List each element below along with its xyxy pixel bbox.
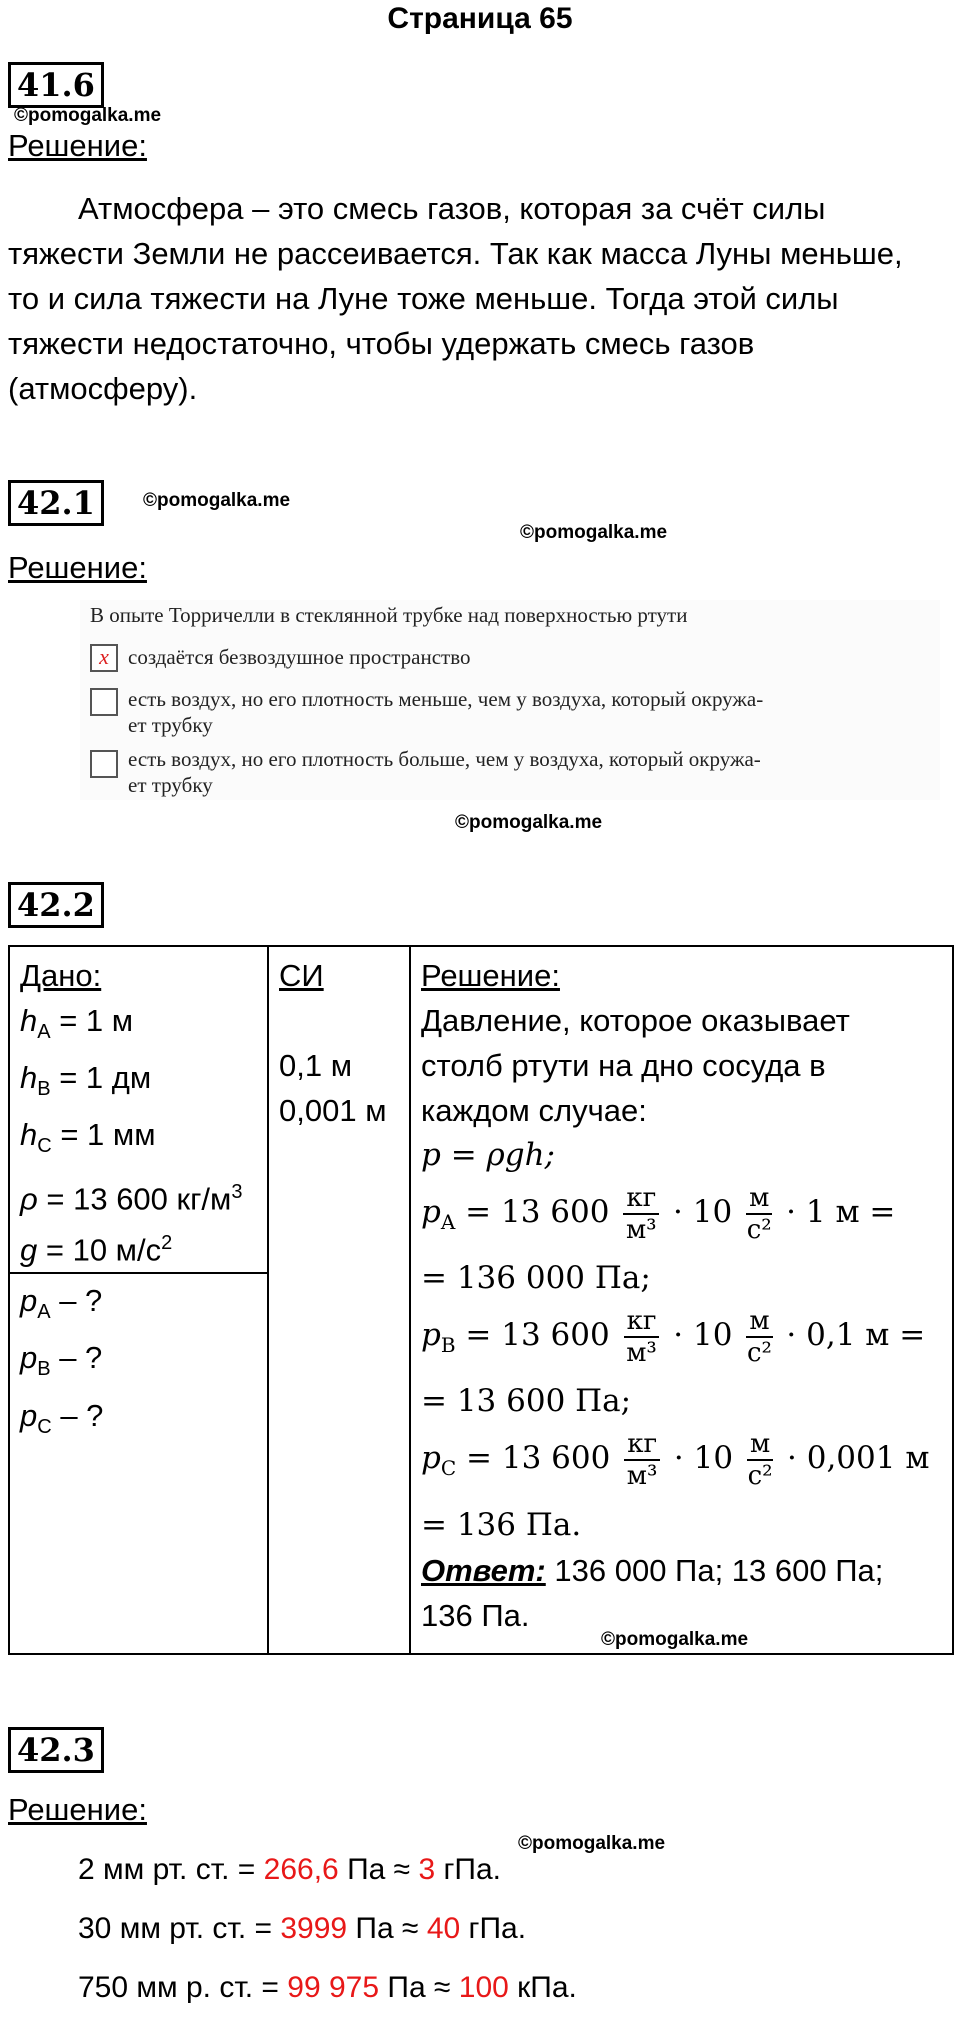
- calc-result-c: = 136 Па.: [421, 1506, 582, 1543]
- find-row: $p_A$ – ?: [20, 1283, 103, 1324]
- si-row: 0,001 м: [279, 1093, 387, 1128]
- si-row: 0,1 м: [279, 1048, 353, 1083]
- calc-line-a: $p_A = 13$ 600 $\frac{кг}{\text{м³}}$ · 10 $\frac{м}{\text{с²}}$ · 1 м =: [421, 1182, 896, 1245]
- text-line: тяжести недостаточно, чтобы удержать смесь газов: [8, 326, 755, 361]
- watermark: ©pomogalka.me: [143, 490, 291, 511]
- text-line: Атмосфера – это смесь газов, которая за счёт силы: [78, 191, 826, 226]
- solution-line: каждом случае:: [421, 1093, 647, 1128]
- find-row: $p_B$ – ?: [20, 1340, 103, 1381]
- calc-line-c: $p_C = 13$ 600 $\frac{кг}{\text{м³}}$ · 10 $\frac{м}{\text{с²}}$ · 0,001 м: [421, 1428, 930, 1491]
- task-number-42-1: 42.1: [8, 480, 104, 526]
- given-heading: Дано:: [20, 958, 102, 993]
- test-question-image: [80, 600, 940, 800]
- answer-label: Ответ:: [421, 1552, 546, 1588]
- solution-heading-42-2: Решение:: [421, 958, 560, 993]
- calc-result-a: = 136 000 Па;: [421, 1260, 651, 1297]
- solution-heading-41-6: Решение:: [8, 128, 147, 163]
- task-41-6-text: [8, 186, 958, 411]
- given-row: $h_C = 1$ мм: [20, 1117, 156, 1158]
- watermark: ©pomogalka.me: [518, 1833, 666, 1854]
- conversion-line: 750 мм р. ст. = 99 975 Па ≈ 100 кПа.: [78, 1971, 577, 2004]
- answer-line: Ответ: 136 000 Па; 13 600 Па;: [421, 1552, 884, 1588]
- option-1-text: создаётся безвоздушное пространство: [128, 645, 471, 669]
- given-row: $h_A = 1$ м: [20, 1003, 134, 1044]
- checkbox-option-3: [90, 750, 118, 778]
- formula: p = ρgh;: [421, 1137, 556, 1173]
- page-title: Страница 65: [387, 2, 573, 35]
- option-3-line: ет трубку: [128, 773, 213, 797]
- calc-line-b: $p_B = 13$ 600 $\frac{кг}{\text{м³}}$ · 10 $\frac{м}{\text{с²}}$ · 0,1 м =: [421, 1305, 926, 1368]
- conversion-line: 30 мм рт. ст. = 3999 Па ≈ 40 гПа.: [78, 1912, 527, 1945]
- solution-line: Давление, которое оказывает: [421, 1003, 850, 1038]
- option-3-line: есть воздух, но его плотность больше, чем у воздуха, который окружа-: [128, 747, 761, 771]
- option-3-text: [128, 746, 761, 798]
- given-cell: [9, 946, 268, 1273]
- task-number-41-6: 41.6: [8, 62, 104, 108]
- checkbox-option-2: [90, 688, 118, 716]
- given-row: ρ = 13 600 $кг/м^3$: [20, 1180, 243, 1216]
- si-cell: [268, 946, 410, 1654]
- solution-line: столб ртути на дно сосуда в: [421, 1048, 826, 1083]
- calc-result-b: = 13 600 Па;: [421, 1383, 632, 1420]
- watermark: ©pomogalka.me: [455, 812, 603, 833]
- text-line: (атмосферу).: [8, 371, 198, 406]
- option-2-text: [128, 686, 763, 738]
- watermark: ©pomogalka.me: [14, 105, 162, 126]
- text-line: тяжести Земли не рассеивается. Так как масса Луны меньше,: [8, 236, 903, 271]
- watermark: ©pomogalka.me: [601, 1629, 749, 1650]
- test-question: В опыте Торричелли в стеклянной трубке над поверхностью ртути: [90, 603, 688, 627]
- solution-cell: [410, 946, 953, 1654]
- solution-table: [8, 945, 954, 1655]
- find-cell: [9, 1273, 268, 1654]
- text-line: то и сила тяжести на Луне тоже меньше. Тогда этой силы: [8, 281, 839, 316]
- si-heading: СИ: [279, 958, 324, 993]
- option-2-line: ет трубку: [128, 713, 213, 737]
- find-row: $p_C$ – ?: [20, 1397, 104, 1438]
- si-row: [269, 998, 409, 1043]
- solution-heading-42-3: Решение:: [8, 1792, 147, 1827]
- watermark: ©pomogalka.me: [520, 522, 668, 543]
- given-row: $h_B = 1$ дм: [20, 1060, 152, 1101]
- task-number-42-2: 42.2: [8, 882, 104, 928]
- solution-heading-42-1: Решение:: [8, 550, 147, 585]
- conversion-line: 2 мм рт. ст. = 266,6 Па ≈ 3 гПа.: [78, 1853, 501, 1886]
- task-number-42-3: 42.3: [8, 1727, 104, 1773]
- option-2-line: есть воздух, но его плотность меньше, чем у воздуха, который окружа-: [128, 687, 764, 711]
- given-row: g = 10 $м/с^2$: [20, 1231, 173, 1268]
- answer-line-2: 136 Па.: [421, 1597, 530, 1633]
- checkbox-option-1: x: [90, 644, 118, 672]
